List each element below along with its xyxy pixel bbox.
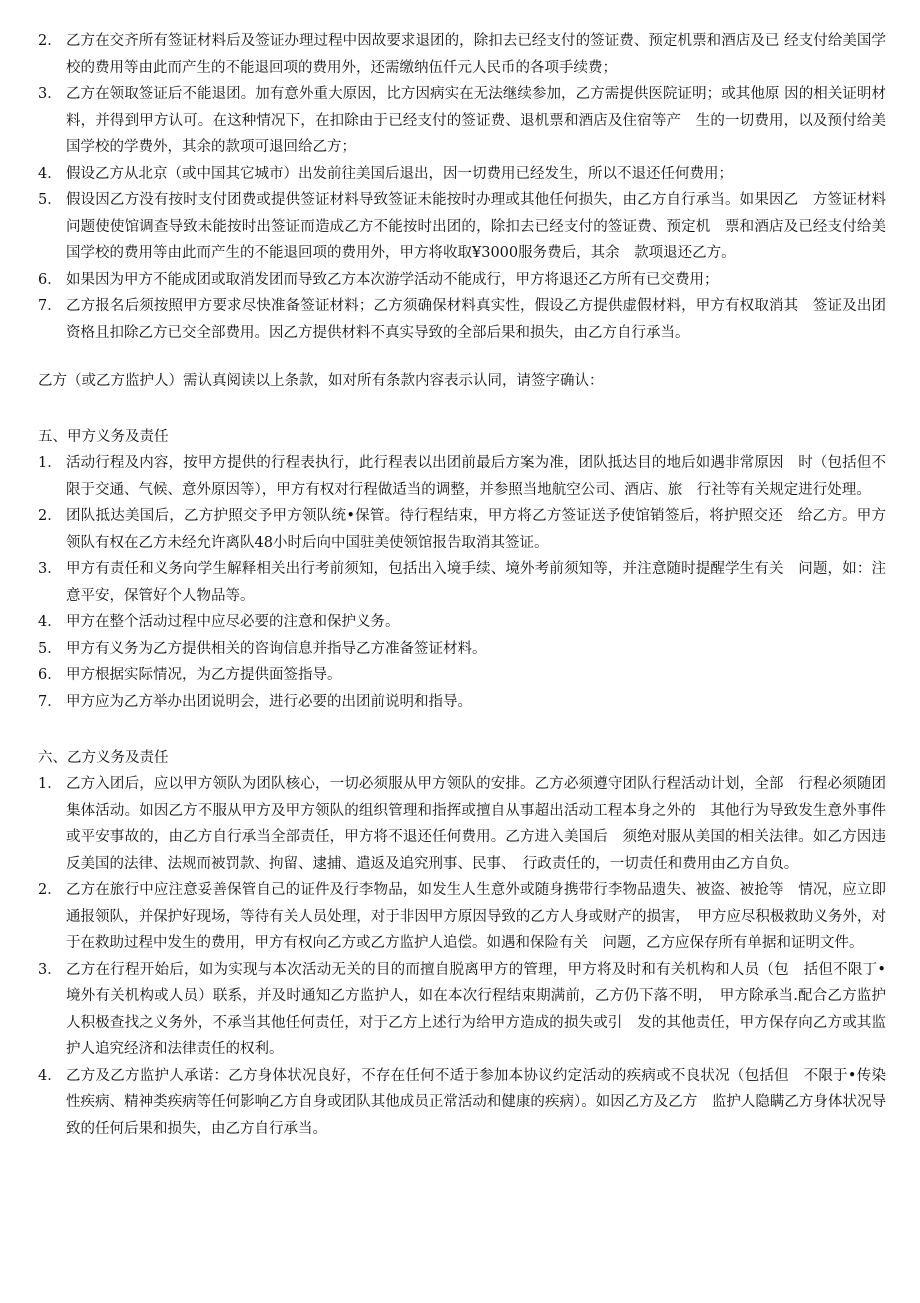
clause-text: 乙方及乙方监护人承诺：乙方身体状况良好，不存在任何不适于参加本协议约定活动的疾病或不良状况（包括但 不限于•传染性疾病、精神类疾病等任何影响乙方自身或团队其他成员正常活动和健康的疾病）。如因乙方及乙方 监护人隐瞒乙方身体状况导致的任何后果和损失，由乙方自行承当。 — [66, 1067, 886, 1137]
clause-text: 乙方入团后，应以甲方领队为团队核心，一切必须服从甲方领队的安排。乙方必须遵守团队行程活动计划，全部 行程必须随团集体活动。如因乙方不服从甲方及甲方领队的组织管理和指挥或擅自从事超出活动工程本身之外的 其他行为导致发生意外事件或平安事故的，由乙方自行承当全部责任，甲方将不退还任何费用。乙方进入美国后 须绝对服从美国的相关法律。如乙方因违反美国的法律、法规而被罚款、拘留、逮捕、遣返及追究刑事、民事、 行政责任的，一切责任和费用由乙方自负。 — [66, 776, 886, 872]
list-item — [38, 450, 886, 503]
clause-text: 假设乙方从北京（或中国其它城市）出发前往美国后退出，因一切费用已经发生，所以不退还任何费用； — [66, 165, 733, 182]
clause-number: 3． — [38, 86, 62, 102]
clause-number: 5． — [38, 640, 62, 657]
clause-text: 乙方在领取签证后不能退团。加有意外重大原因，比方因病实在无法继续参加，乙方需提供医院证明；或其他原 因的相关证明材料，并得到甲方认可。在这种情况下，在扣除由于已经支付的签证费、退机票和酒店及住宿等产 生的一切费用，以及预付给美国学校的学费外，其余的款项可退回给乙方； — [66, 86, 886, 155]
refund-clause — [38, 267, 886, 294]
list-item — [38, 1063, 886, 1143]
clause-text: 乙方在行程开始后，如为实现与本次活动无关的目的而擅自脱离甲方的管理，甲方将及时和有关机构和人员（包 括但不限丁•境外有关机构或人员）联系，并及时通知乙方监护人，如在本次行程结束期满前，乙方仍下落不明， 甲方除承当.配合乙方监护人积极查找之义务外，不承当其他任何责任，对于乙方上述行为给甲方造成的损失或引 发的其他责任，甲方保存向乙方或其监护人追究经济和法律责任的权利。 — [66, 961, 886, 1057]
clause-number: 3． — [38, 961, 62, 978]
clause-number: 1． — [38, 455, 62, 471]
section-6-title: 六、乙方义务及责任 — [38, 750, 169, 766]
list-item — [38, 957, 886, 1063]
clause-text: 乙方在旅行中应注意妥善保管自己的证件及行李物品，如发生人生意外或随身携带行李物品遗失、被盗、被抢等 情况，应立即通报领队，并保护好现场，等待有关人员处理，对于非因甲方原因导致的乙方人身或财产的损害， 甲方应尽积极救助义务外，对于在救助过程中发生的费用，甲方有权向乙方或乙方监护人追偿。如遇和保险有关 问题，乙方应保存所有单据和证明文件。 — [66, 882, 886, 951]
clause-text: 甲方应为乙方举办出团说明会，进行必要的出团前说明和指导。 — [66, 693, 472, 710]
contract-page — [38, 28, 886, 1142]
section-5-list — [38, 450, 886, 715]
clause-number: 7． — [38, 693, 62, 710]
clause-number: 7． — [38, 298, 62, 314]
signature-confirm-text: 乙方（或乙方监护人）需认真阅读以上条款，如对所有条款内容表示认同，请签字确认： — [38, 373, 604, 389]
clause-number: 2． — [38, 33, 62, 49]
clause-text: 乙方报名后须按照甲方要求尽快准备签证材料；乙方须确保材料真实性，假设乙方提供虚假材料，甲方有权取消其 签证及出团资格且扣除乙方已交全部费用。因乙方提供材料不真实导致的全部后果和损失，由乙方自行承当。 — [66, 298, 886, 341]
list-item — [38, 636, 886, 663]
refund-clause — [38, 161, 886, 188]
section-5-title: 五、甲方义务及责任 — [38, 429, 169, 445]
list-item — [38, 877, 886, 957]
clause-text: 甲方在整个活动过程中应尽必要的注意和保护义务。 — [66, 614, 400, 630]
clause-number: 4． — [38, 614, 62, 630]
clause-text: 活动行程及内容，按甲方提供的行程表执行，此行程表以出团前最后方案为准，团队抵达目的地后如遇非常原因 时（包括但不限于交通、气候、意外原因等），甲方有权对行程做适当的调整，并参照当地航空公司、酒店、旅 行社等有关规定进行处理。 — [66, 455, 886, 498]
clause-number: 2． — [38, 508, 62, 524]
refund-clauses — [38, 28, 886, 346]
list-item — [38, 556, 886, 609]
list-item — [38, 771, 886, 877]
clause-number: 1． — [38, 776, 62, 792]
list-item — [38, 609, 886, 636]
clause-text: 如果因为甲方不能成团或取消发团而导致乙方本次游学活动不能成行，甲方将退还乙方所有已交费用； — [66, 271, 719, 288]
list-item — [38, 503, 886, 556]
clause-number: 4． — [38, 1067, 62, 1084]
refund-clause — [38, 293, 886, 346]
clause-text: 假设因乙方没有按时支付团费或提供签证材料导致签证未能按时办理或其他任何损失，由乙方自行承当。如果因乙 方签证材料问题使使馆调查导致未能按时出签证而造成乙方不能按时出团的，除扣去已经支付的签证费、预定机 票和酒店及已经支付给美国学校的费用等由此而产生的不能退回项的费用外，甲方将收取¥3000服务费后，其余 款项退还乙方。 — [66, 192, 886, 261]
clause-text: 乙方在交齐所有签证材料后及签证办理过程中因故要求退团的，除扣去已经支付的签证费、预定机票和酒店及已 经支付给美国学校的费用等由此而产生的不能退回项的费用外，还需缴纳伍仟元人民币的各项手续费； — [66, 33, 886, 76]
list-item — [38, 689, 886, 716]
clause-number: 4． — [38, 165, 62, 182]
clause-number: 6． — [38, 667, 62, 683]
refund-clause — [38, 28, 886, 81]
section-6-list — [38, 771, 886, 1142]
clause-text: 团队抵达美国后，乙方护照交予甲方领队统•保管。待行程结束，甲方将乙方签证送予使馆销签后，将护照交还 给乙方。甲方领队有权在乙方未经允许离队48小时后向中国驻美使领馆报告取消其签证。 — [66, 508, 886, 551]
clause-text: 甲方有义务为乙方提供相关的咨询信息并指导乙方准备签证材料。 — [66, 640, 487, 657]
clause-number: 5． — [38, 192, 62, 208]
clause-text: 甲方有责任和义务向学生解释相关出行考前须知，包括出入境手续、境外考前须知等，并注意随时提醒学生有关 问题，如：注意平安，保管好个人物品等。 — [66, 561, 886, 604]
clause-number: 3． — [38, 561, 62, 577]
clause-number: 2． — [38, 882, 62, 898]
clause-number: 6． — [38, 271, 62, 288]
refund-clause — [38, 81, 886, 161]
clause-text: 甲方根据实际情况，为乙方提供面签指导。 — [66, 667, 342, 683]
refund-clause — [38, 187, 886, 267]
list-item — [38, 662, 886, 689]
